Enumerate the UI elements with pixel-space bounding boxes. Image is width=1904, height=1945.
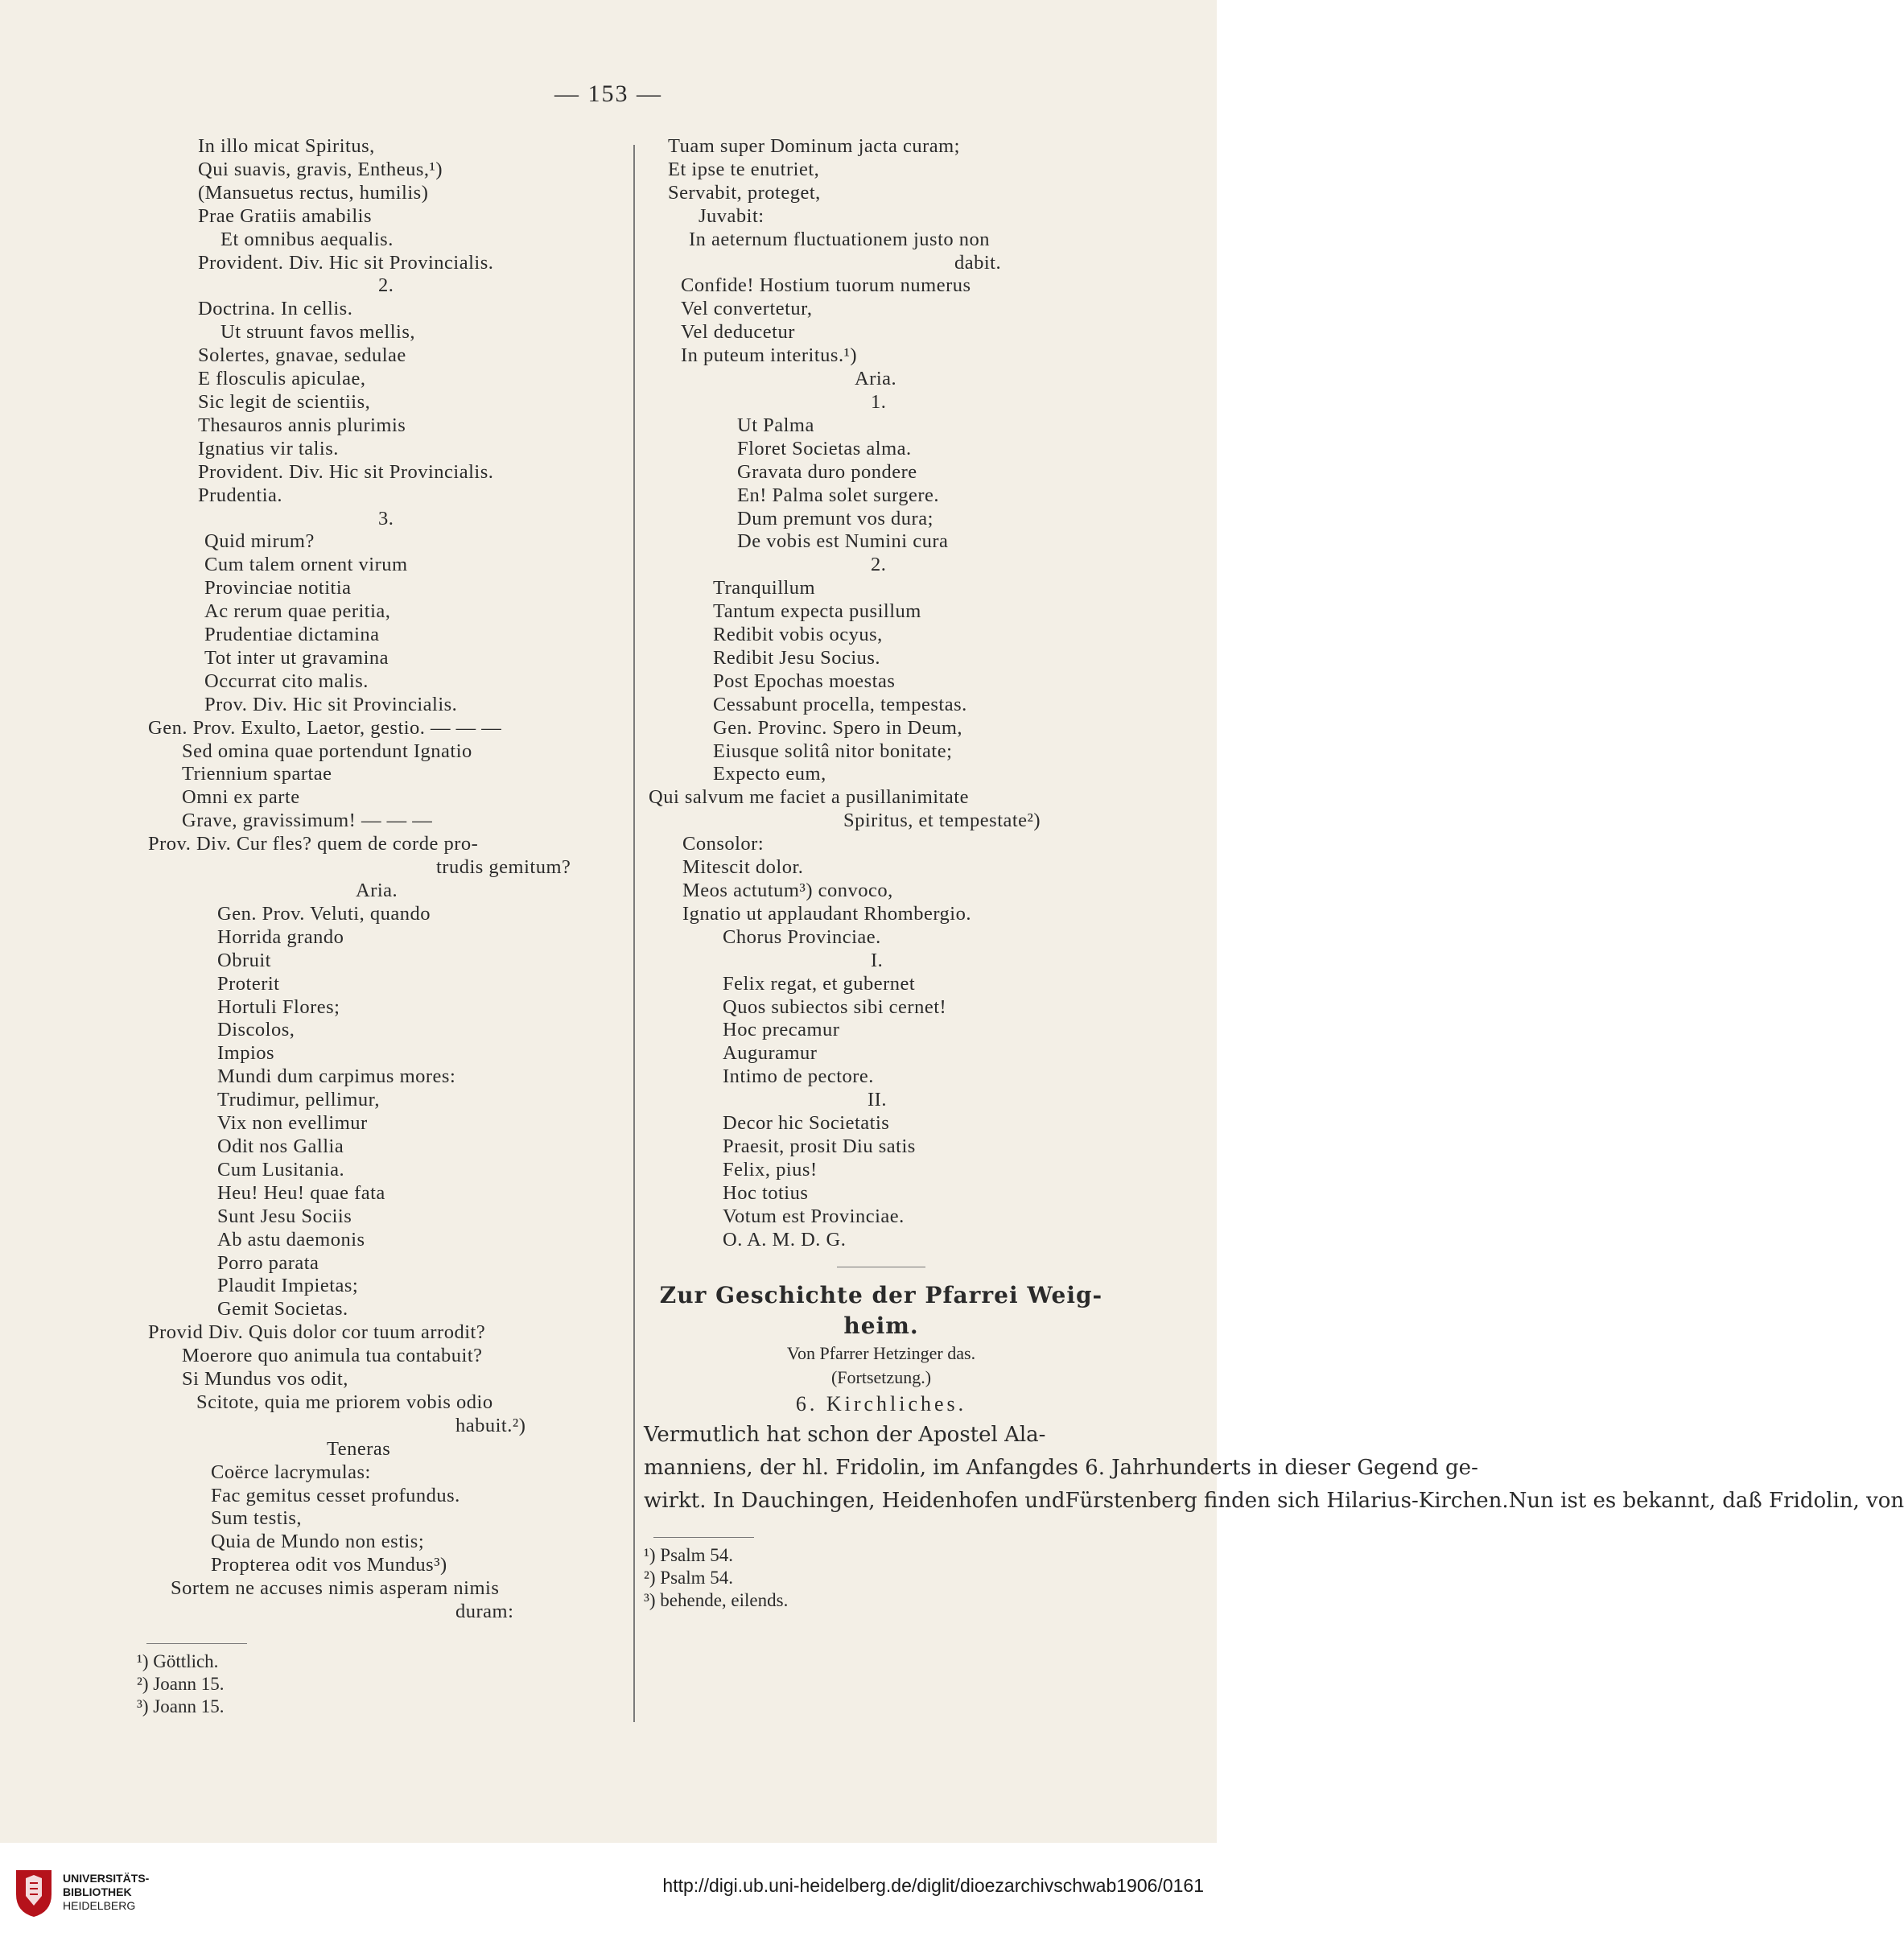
- verse-line: Et ipse te enutriet,: [668, 158, 820, 180]
- verse-line: Aria.: [356, 880, 398, 901]
- source-url[interactable]: http://digi.ub.uni-heidelberg.de/diglit/dioezarchivschwab1906/0161: [662, 1875, 1204, 1896]
- verse-line: Intimo de pectore.: [723, 1065, 874, 1088]
- verse-line: In puteum interitus.¹): [681, 344, 858, 367]
- verse-line: Praesit, prosit Diu satis: [723, 1135, 916, 1157]
- library-logo[interactable]: [13, 1867, 150, 1923]
- right-footnotes: [644, 1544, 1119, 1612]
- article-title-line1: Zur Geschichte der Pfarrei Weig-: [659, 1281, 1103, 1308]
- article-section-heading: 6. Kirchliches.: [795, 1391, 967, 1415]
- verse-line: Provident. Div. Hic sit Provincialis.: [198, 460, 494, 483]
- verse-line: Dum premunt vos dura;: [737, 507, 933, 530]
- article: [644, 1280, 1904, 1518]
- verse-line: Proterit: [217, 972, 280, 995]
- article-body: [644, 1419, 1904, 1518]
- verse-line: Tot inter ut gravamina: [204, 646, 389, 669]
- verse-line: Mitescit dolor.: [682, 856, 804, 879]
- library-name: [63, 1872, 149, 1913]
- verse-line: Confide! Hostium tuorum numerus: [681, 274, 971, 297]
- verse-line: Redibit Jesu Socius.: [713, 646, 881, 669]
- article-body-line: des 6. Jahrhunderts in dieser Gegend ge-: [1041, 1455, 1478, 1480]
- verse-line: Redibit vobis ocyus,: [713, 624, 883, 646]
- verse-line: Doctrina. In cellis.: [198, 298, 353, 320]
- verse-line: Post Epochas moestas: [713, 670, 896, 692]
- left-verse-block: [137, 135, 620, 1624]
- footnote: ²) Joann 15.: [137, 1674, 225, 1694]
- footnote: ¹) Psalm 54.: [644, 1544, 734, 1565]
- verse-line: Hortuli Flores;: [217, 995, 340, 1018]
- verse-line: Sortem ne accuses nimis asperam nimis: [171, 1577, 500, 1600]
- page-number: — 153 —: [554, 80, 662, 107]
- verse-line: 2.: [378, 274, 394, 297]
- verse-line: Gravata duro pondere: [737, 460, 917, 483]
- verse-line: Servabit, proteget,: [668, 181, 821, 204]
- right-verse-block: [644, 135, 1119, 1252]
- left-footnotes: [137, 1650, 620, 1718]
- verse-line: Hoc totius: [723, 1181, 809, 1204]
- verse-line: Plaudit Impietas;: [217, 1275, 359, 1297]
- verse-line: Tantum expecta pusillum: [713, 600, 921, 623]
- verse-line: Meos actutum³) convoco,: [682, 880, 893, 901]
- verse-line: Ignatio ut applaudant Rhombergio.: [682, 902, 971, 925]
- verse-line: Scitote, quia me priorem vobis odio: [196, 1391, 493, 1413]
- verse-line: Ut Palma: [737, 414, 814, 436]
- verse-line: 1.: [871, 390, 887, 413]
- article-continuation: (Fortsetzung.): [830, 1366, 932, 1387]
- library-name-line1: UNIVERSITÄTS-: [63, 1872, 150, 1885]
- verse-line: Triennium spartae: [182, 763, 332, 785]
- verse-line: O. A. M. D. G.: [723, 1228, 847, 1251]
- verse-line: (Mansuetus rectus, humilis): [198, 181, 429, 204]
- verse-line: Felix regat, et gubernet: [723, 972, 916, 995]
- verse-line: Omni ex parte: [182, 786, 300, 809]
- verse-line: Prov. Div. Cur fles? quem de corde pro-: [148, 833, 479, 855]
- verse-line: Thesauros annis plurimis: [198, 414, 406, 436]
- verse-line: trudis gemitum?: [436, 856, 571, 879]
- verse-line: Grave, gravissimum! — — —: [182, 810, 433, 832]
- verse-line: Auguramur: [723, 1042, 818, 1065]
- article-body-line: Nun ist es bekannt, daß Fridolin, von: [1508, 1488, 1904, 1513]
- verse-line: Odit nos Gallia: [217, 1135, 344, 1157]
- verse-line: Mundi dum carpimus mores:: [217, 1065, 456, 1088]
- verse-line: Fac gemitus cesset profundus.: [211, 1484, 460, 1506]
- verse-line: Prae Gratiis amabilis: [198, 204, 372, 227]
- verse-line: Coërce lacrymulas:: [211, 1461, 371, 1483]
- verse-line: Occurrat cito malis.: [204, 670, 369, 692]
- verse-line: Provid Div. Quis dolor cor tuum arrodit?: [148, 1321, 486, 1344]
- verse-line: Gemit Societas.: [217, 1298, 348, 1321]
- verse-line: Discolos,: [217, 1019, 295, 1041]
- verse-line: Horrida grando: [217, 925, 344, 948]
- verse-line: II.: [868, 1089, 887, 1111]
- verse-line: Quid mirum?: [204, 530, 315, 553]
- verse-line: Ignatius vir talis.: [198, 437, 339, 459]
- verse-line: Cessabunt procella, tempestas.: [713, 693, 967, 715]
- article-body-line: Fürstenberg finden sich Hilarius-Kirchen.: [1065, 1488, 1509, 1513]
- footnote: ¹) Göttlich.: [137, 1651, 219, 1671]
- footer-bar: [0, 1843, 1217, 1945]
- verse-line: In aeternum fluctuationem justo non: [689, 228, 991, 250]
- verse-line: Provident. Div. Hic sit Provincialis.: [198, 251, 494, 274]
- verse-line: Sunt Jesu Sociis: [217, 1205, 352, 1227]
- verse-line: Ac rerum quae peritia,: [204, 600, 391, 623]
- verse-line: Votum est Provinciae.: [723, 1205, 905, 1227]
- footnote: ³) behende, eilends.: [644, 1589, 789, 1610]
- verse-line: Aria.: [855, 368, 897, 390]
- verse-line: Gen. Provinc. Spero in Deum,: [713, 716, 962, 739]
- footnote-rule-right: [653, 1537, 754, 1538]
- verse-line: Provinciae notitia: [204, 577, 352, 600]
- footnote: ³) Joann 15.: [137, 1696, 225, 1716]
- footnote: ²) Psalm 54.: [644, 1567, 734, 1588]
- verse-line: Vix non evellimur: [217, 1112, 368, 1135]
- article-body-line: wirkt. In Dauchingen, Heidenhofen und: [644, 1488, 1065, 1513]
- article-body-line: Vermutlich hat schon der Apostel Ala-: [644, 1422, 1046, 1447]
- verse-line: Prudentiae dictamina: [204, 624, 380, 646]
- verse-line: Prov. Div. Hic sit Provincialis.: [204, 693, 458, 715]
- verse-line: Hoc precamur: [723, 1019, 840, 1041]
- verse-line: Trudimur, pellimur,: [217, 1089, 380, 1111]
- verse-line: Heu! Heu! quae fata: [217, 1181, 385, 1204]
- verse-line: Quos subiectos sibi cernet!: [723, 995, 947, 1018]
- verse-line: Teneras: [327, 1437, 391, 1460]
- verse-line: Cum Lusitania.: [217, 1158, 345, 1181]
- verse-line: habuit.²): [455, 1414, 526, 1436]
- verse-line: Felix, pius!: [723, 1158, 818, 1181]
- verse-line: Qui salvum me faciet a pusillanimitate: [649, 786, 969, 809]
- verse-line: Obruit: [217, 949, 271, 971]
- verse-line: Propterea odit vos Mundus³): [211, 1554, 447, 1576]
- library-name-line3: HEIDELBERG: [63, 1899, 136, 1912]
- column-divider: [633, 145, 635, 1722]
- verse-line: duram:: [455, 1601, 514, 1623]
- verse-line: Decor hic Societatis: [723, 1112, 890, 1135]
- verse-line: Tranquillum: [713, 577, 816, 600]
- verse-line: Eiusque solitâ nitor bonitate;: [713, 740, 953, 762]
- verse-line: Solertes, gnavae, sedulae: [198, 344, 406, 367]
- verse-line: E flosculis apiculae,: [198, 368, 366, 390]
- verse-line: Et omnibus aequalis.: [220, 228, 394, 250]
- verse-line: Sic legit de scientiis,: [198, 390, 371, 413]
- right-column: [644, 135, 1904, 1612]
- library-name-line2: BIBLIOTHEK: [63, 1885, 132, 1898]
- article-body-line: manniens, der hl. Fridolin, im Anfang: [644, 1455, 1042, 1480]
- verse-line: Chorus Provinciae.: [723, 925, 881, 948]
- verse-line: Spiritus, et tempestate²): [843, 810, 1041, 832]
- verse-line: Ab astu daemonis: [217, 1228, 365, 1251]
- verse-line: I.: [871, 949, 884, 971]
- verse-line: Sed omina quae portendunt Ignatio: [182, 740, 472, 762]
- verse-line: Vel deducetur: [681, 321, 795, 344]
- verse-line: Gen. Prov. Veluti, quando: [217, 902, 431, 925]
- verse-line: Moerore quo animula tua contabuit?: [182, 1345, 483, 1367]
- verse-line: 3.: [378, 507, 394, 530]
- article-byline: Von Pfarrer Hetzinger das.: [786, 1342, 976, 1363]
- verse-line: Floret Societas alma.: [737, 437, 912, 459]
- verse-line: Ut struunt favos mellis,: [220, 321, 416, 344]
- verse-line: Expecto eum,: [713, 763, 826, 785]
- verse-line: Qui suavis, gravis, Entheus,¹): [198, 158, 443, 180]
- verse-line: In illo micat Spiritus,: [198, 135, 375, 157]
- verse-line: Sum testis,: [211, 1507, 303, 1530]
- verse-line: Prudentia.: [198, 484, 283, 506]
- verse-line: Si Mundus vos odit,: [182, 1368, 348, 1391]
- footnote-rule-left: [146, 1643, 247, 1644]
- verse-line: Gen. Prov. Exulto, Laetor, gestio. — — —: [148, 716, 502, 739]
- verse-line: Impios: [217, 1042, 275, 1065]
- left-column: [137, 135, 620, 1718]
- verse-line: Juvabit:: [699, 204, 764, 227]
- article-title-line2: heim.: [843, 1312, 919, 1339]
- verse-line: Tuam super Dominum jacta curam;: [668, 135, 960, 157]
- verse-line: dabit.: [954, 251, 1002, 274]
- verse-line: 2.: [871, 554, 887, 576]
- verse-line: En! Palma solet surgere.: [737, 484, 940, 506]
- verse-line: Cum talem ornent virum: [204, 554, 408, 576]
- verse-line: Quia de Mundo non estis;: [211, 1531, 425, 1553]
- verse-line: De vobis est Numini cura: [737, 530, 949, 553]
- verse-line: Porro parata: [217, 1251, 319, 1274]
- library-seal-icon: [13, 1867, 55, 1918]
- verse-line: Consolor:: [682, 833, 764, 855]
- verse-line: Vel convertetur,: [681, 298, 813, 320]
